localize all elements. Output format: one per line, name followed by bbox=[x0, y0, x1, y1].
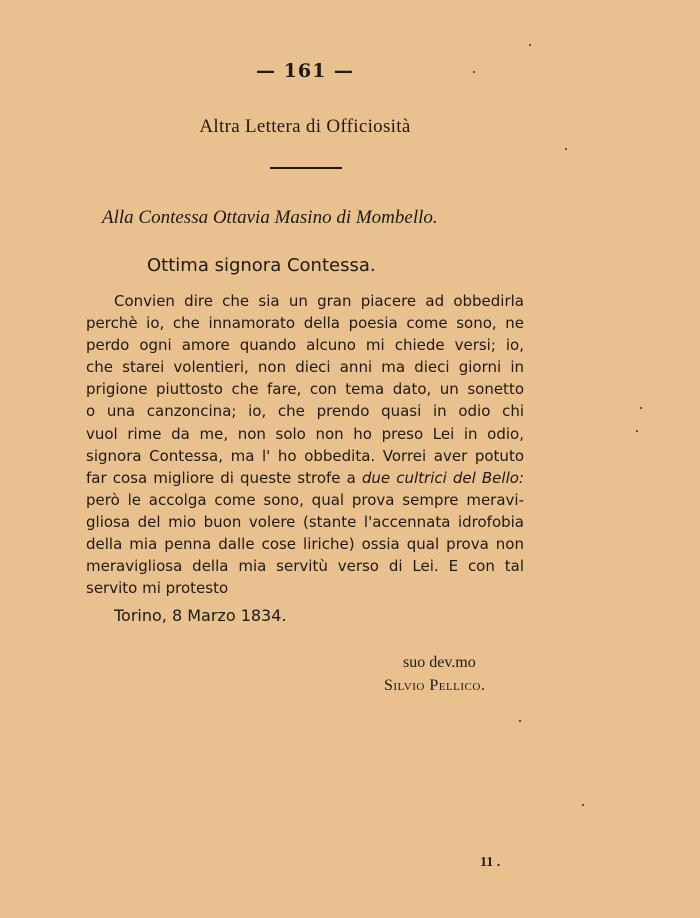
body-line: o una canzoncina; io, che prendo quasi in odio chi bbox=[86, 402, 524, 421]
letter-heading: Altra Lettera di Officiosità bbox=[199, 116, 411, 137]
letter-body bbox=[86, 290, 524, 599]
folio-mark: 11 . bbox=[480, 855, 501, 870]
heading-divider bbox=[270, 167, 342, 169]
body-line: prigione piuttosto che fare, con tema dato, un sonetto bbox=[86, 380, 524, 399]
body-line-start: far cosa migliore di queste strofe a bbox=[86, 468, 356, 487]
body-line: vuol rime da me, non solo non ho preso Lei in odio, bbox=[86, 424, 524, 443]
body-line: che starei volentieri, non dieci anni ma dieci giorni in bbox=[86, 358, 524, 377]
signature-name: Silvio Pellico. bbox=[384, 677, 486, 694]
body-line: Convien dire che sia un gran piacere ad obbedirla bbox=[114, 292, 524, 310]
body-line: però le accolga come sono, qual prova sempre meravi- bbox=[86, 490, 524, 509]
letter-salutation: Ottima signora Contessa. bbox=[147, 255, 376, 276]
letter-closing: suo dev.mo bbox=[403, 654, 476, 671]
body-line: servito mi protesto bbox=[86, 579, 229, 598]
letter-addressee: Alla Contessa Ottavia Masino di Mombello. bbox=[102, 207, 438, 228]
letter-date: Torino, 8 Marzo 1834. bbox=[114, 606, 287, 625]
body-line: gliosa del mio buon volere (stante l'accennata idrofobia bbox=[86, 512, 524, 531]
body-line-mixed bbox=[86, 467, 524, 489]
body-line: meravigliosa della mia servitù verso di Lei. E con tal bbox=[86, 557, 524, 576]
body-line: perdo ogni amore quando alcuno mi chiede versi; io, bbox=[86, 336, 524, 355]
body-line: signora Contessa, ma l' ho obbedita. Vorrei aver potuto bbox=[86, 446, 524, 465]
body-line: della mia penna dalle cose liriche) ossia qual prova non bbox=[86, 535, 524, 554]
italic-phrase: due cultrici del Bello: bbox=[361, 468, 524, 487]
body-line: perchè io, che innamorato della poesia come sono, ne bbox=[86, 314, 524, 333]
page-number: — 161 — bbox=[256, 60, 354, 82]
letter-signature bbox=[384, 677, 485, 695]
